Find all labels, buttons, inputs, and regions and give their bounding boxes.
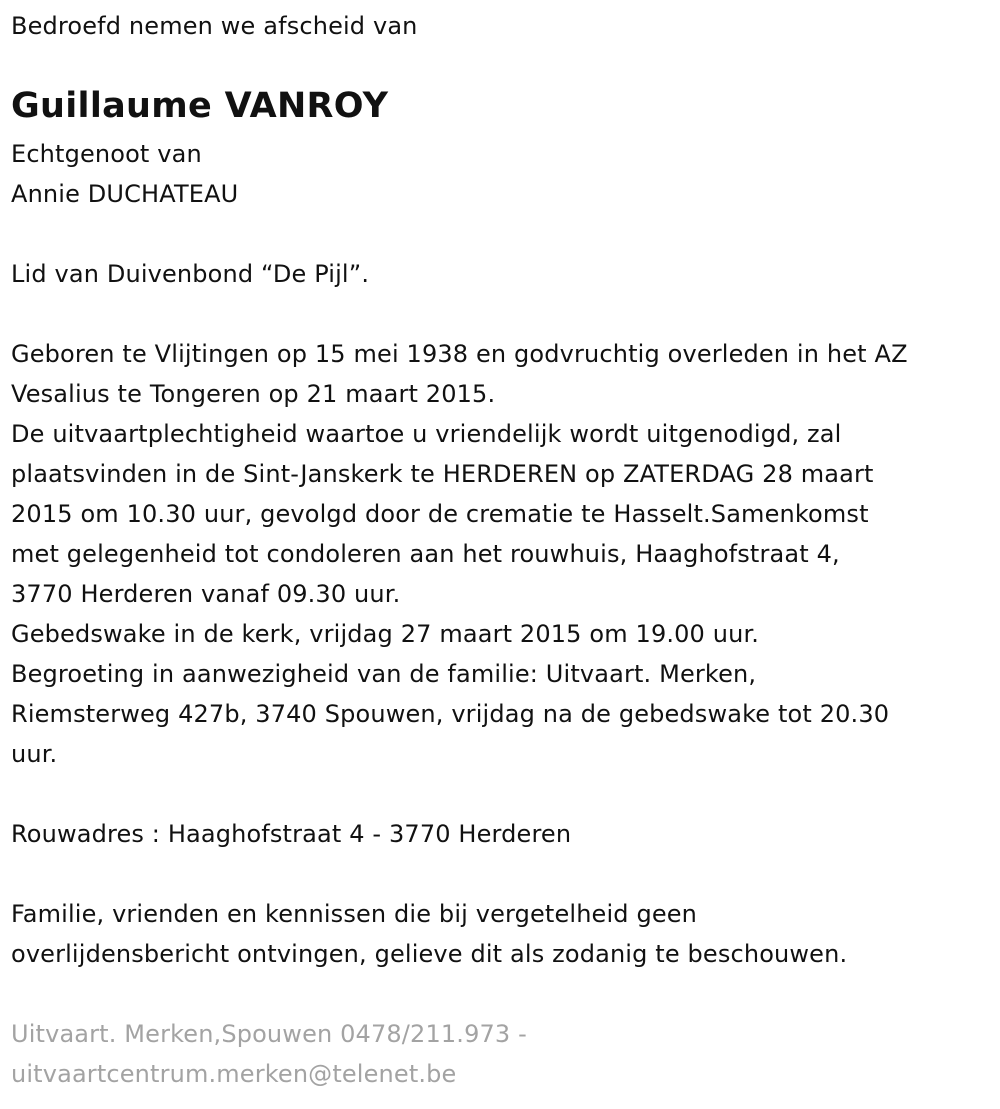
relation-block [11,134,238,214]
funeral-home-email: uitvaartcentrum.merken@telenet.be [11,1060,457,1088]
details-line: 3770 Herderen vanaf 09.30 uur. [11,580,401,608]
details-line: Riemsterweg 427b, 3740 Spouwen, vrijdag na de gebedswake tot 20.30 [11,700,890,728]
closing-line: overlijdensbericht ontvingen, gelieve dit als zodanig te beschouwen. [11,940,848,968]
intro-text: Bedroefd nemen we afscheid van [11,12,418,40]
closing-line: Familie, vrienden en kennissen die bij vergetelheid geen [11,900,698,928]
deceased-name: Guillaume VANROY [11,86,389,126]
closing-paragraph [11,894,847,974]
details-line: Gebedswake in de kerk, vrijdag 27 maart 2015 om 19.00 uur. [11,620,760,648]
spouse-name: Annie DUCHATEAU [11,180,239,208]
details-line: Begroeting in aanwezigheid van de familie: Uitvaart. Merken, [11,660,757,688]
mourning-address: Rouwadres : Haaghofstraat 4 - 3770 Herderen [11,820,572,848]
funeral-home-contact: Uitvaart. Merken,Spouwen 0478/211.973 - [11,1020,527,1048]
details-line: plaatsvinden in de Sint-Janskerk te HERDEREN op ZATERDAG 28 maart [11,460,874,488]
details-line: Vesalius te Tongeren op 21 maart 2015. [11,380,496,408]
details-line: met gelegenheid tot condoleren aan het rouwhuis, Haaghofstraat 4, [11,540,840,568]
details-line: Geboren te Vlijtingen op 15 mei 1938 en godvruchtig overleden in het AZ [11,340,908,368]
details-line: 2015 om 10.30 uur, gevolgd door de crematie te Hasselt.Samenkomst [11,500,869,528]
funeral-home-footer [11,1014,527,1094]
details-line: uur. [11,740,58,768]
details-paragraph [11,334,996,774]
details-line: De uitvaartplechtigheid waartoe u vriendelijk wordt uitgenodigd, zal [11,420,842,448]
relation-label: Echtgenoot van [11,140,202,168]
membership-text: Lid van Duivenbond “De Pijl”. [11,260,370,288]
